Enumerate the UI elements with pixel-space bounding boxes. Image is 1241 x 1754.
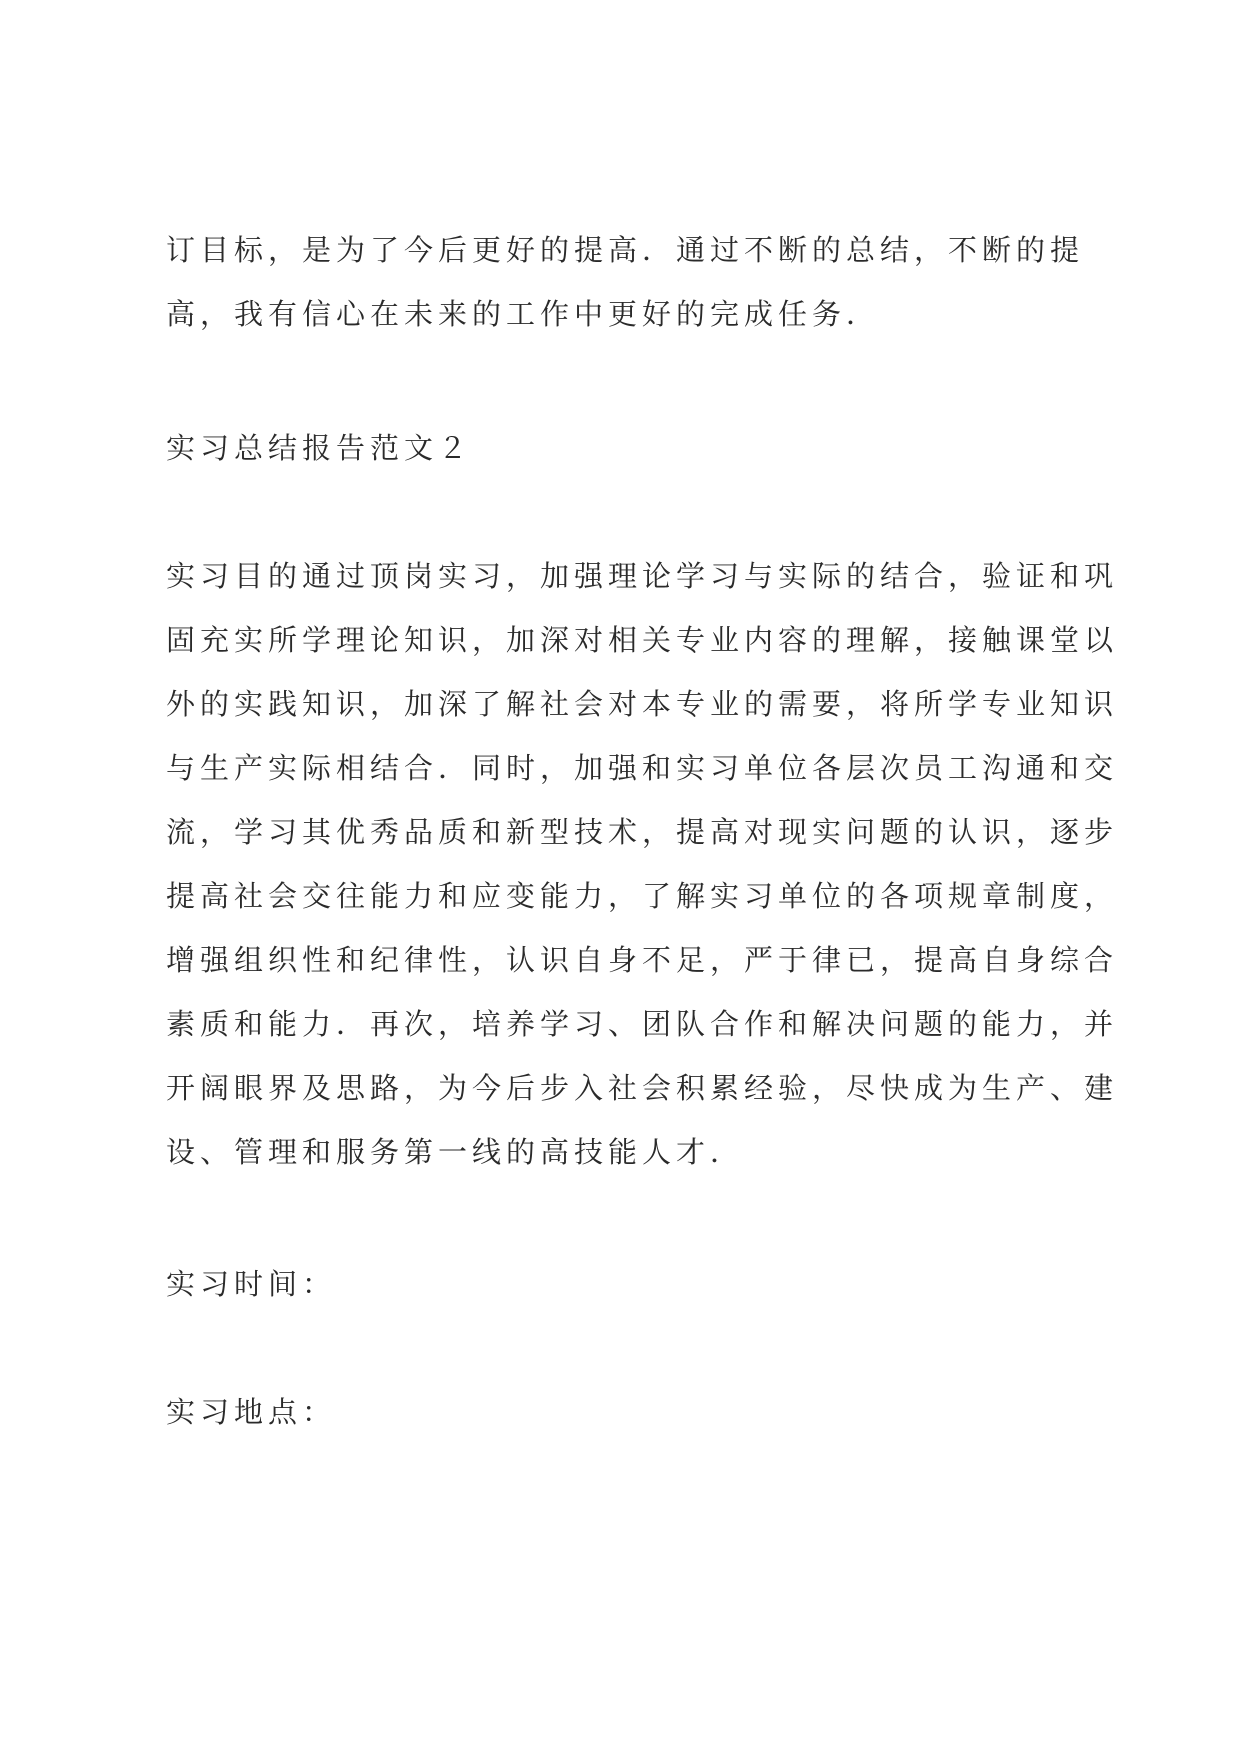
text-line: 订目标，是为了今后更好的提高．通过不断的总结，不断的提 — [166, 233, 1085, 267]
text-line: 与生产实际相结合．同时，加强和实习单位各层次员工沟通和交 — [166, 751, 1119, 785]
field-internship-location — [166, 1380, 336, 1444]
text-line: 流，学习其优秀品质和新型技术，提高对现实问题的认识，逐步 — [166, 815, 1119, 849]
field-label: 实习地点： — [166, 1395, 337, 1429]
text-line: 高，我有信心在未来的工作中更好的完成任务． — [166, 297, 881, 331]
paragraph-purpose — [166, 544, 1118, 1184]
text-line: 固充实所学理论知识，加深对相关专业内容的理解，接触课堂以 — [166, 623, 1119, 657]
text-line: 开阔眼界及思路，为今后步入社会积累经验，尽快成为生产、建 — [166, 1071, 1119, 1105]
text-line: 设、管理和服务第一线的高技能人才． — [166, 1135, 745, 1169]
field-label: 实习时间： — [166, 1267, 337, 1301]
text-line: 外的实践知识，加深了解社会对本专业的需要，将所学专业知识 — [166, 687, 1119, 721]
field-internship-time — [166, 1252, 336, 1316]
paragraph-closing — [166, 218, 1084, 346]
section-heading — [166, 416, 472, 480]
text-line: 增强组织性和纪律性，认识自身不足，严于律已，提高自身综合 — [166, 943, 1119, 977]
text-line: 实习目的通过顶岗实习，加强理论学习与实际的结合，验证和巩 — [166, 559, 1119, 593]
text-line: 提高社会交往能力和应变能力，了解实习单位的各项规章制度， — [166, 879, 1119, 913]
heading-text: 实习总结报告范文２ — [166, 431, 473, 465]
text-line: 素质和能力．再次，培养学习、团队合作和解决问题的能力，并 — [166, 1007, 1119, 1041]
